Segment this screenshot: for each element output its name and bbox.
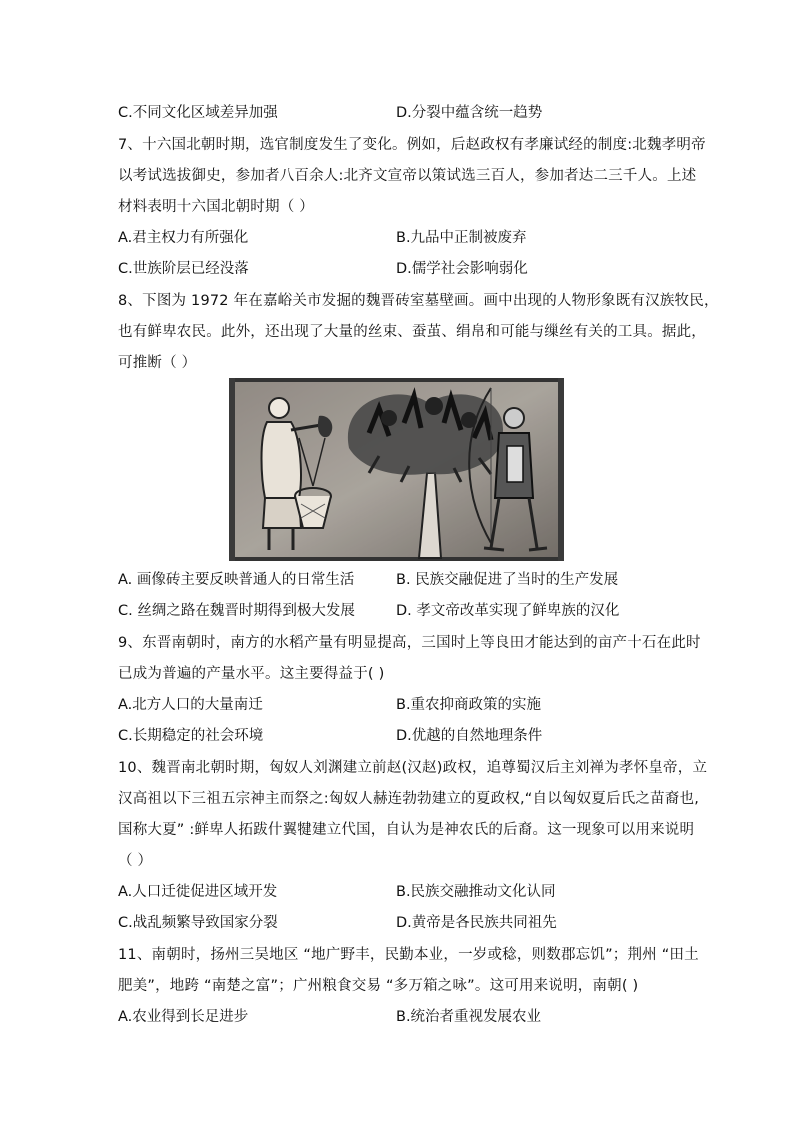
q11-option-a: A.农业得到长足进步 xyxy=(118,1009,249,1025)
q7-option-d: D.儒学社会影响弱化 xyxy=(396,261,528,277)
q8-stem-line-1: 8、下图为 1972 年在嘉峪关市发掘的魏晋砖室墓壁画。画中出现的人物形象既有汉族牧民， xyxy=(118,293,719,309)
q10-stem-line-4: （ ） xyxy=(118,853,153,869)
q11-stem-line-2: 肥美”，地跨 “南楚之富”；广州粮食交易 “多万箱之咏”。这可用来说明，南朝( ) xyxy=(118,978,639,994)
q10-stem-line-3: 国称大夏” :鲜卑人拓跋什翼犍建立代国，自认为是神农氏的后裔。这一现象可以用来说明 xyxy=(118,822,695,838)
q7-stem-line-3: 材料表明十六国北朝时期（ ） xyxy=(118,199,314,215)
q9-option-c: C.长期稳定的社会环境 xyxy=(118,728,264,744)
q10-option-a: A.人口迁徙促进区域开发 xyxy=(118,884,278,900)
q6-option-c: C.不同文化区域差异加强 xyxy=(118,105,278,121)
mural-illustration xyxy=(229,378,564,561)
mural-painting-image xyxy=(229,378,564,561)
q8-stem-line-3: 可推断（ ） xyxy=(118,355,197,371)
q10-option-b: B.民族交融推动文化认同 xyxy=(396,884,556,900)
q9-option-d: D.优越的自然地理条件 xyxy=(396,728,543,744)
q7-stem-line-2: 以考试选拔御史，参加者八百余人:北齐文宣帝以策试选三百人，参加者达二三千人。上述 xyxy=(118,168,697,184)
q8-option-c: C. 丝绸之路在魏晋时期得到极大发展 xyxy=(118,603,355,619)
q11-option-b: B.统治者重视发展农业 xyxy=(396,1009,542,1025)
q8-stem-line-2: 也有鲜卑农民。此外，还出现了大量的丝束、蚕茧、绢帛和可能与缫丝有关的工具。据此， xyxy=(118,324,706,340)
q7-option-c: C.世族阶层已经没落 xyxy=(118,261,249,277)
q8-option-b: B. 民族交融促进了当时的生产发展 xyxy=(396,572,619,588)
q9-option-b: B.重农抑商政策的实施 xyxy=(396,697,542,713)
q10-stem-line-2: 汉高祖以下三祖五宗神主而祭之:匈奴人赫连勃勃建立的夏政权,“自以匈奴夏后氏之苗裔也, xyxy=(118,791,700,807)
q9-stem-line-2: 已成为普遍的产量水平。这主要得益于( ) xyxy=(118,666,385,682)
q11-stem-line-1: 11、南朝时，扬州三吴地区 “地广野丰，民勤本业，一岁或稔，则数郡忘饥”；荆州 “田土 xyxy=(118,947,699,963)
q10-option-c: C.战乱频繁导致国家分裂 xyxy=(118,915,278,931)
q7-option-b: B.九品中正制被废弃 xyxy=(396,230,527,246)
q7-option-a: A.君主权力有所强化 xyxy=(118,230,249,246)
q10-stem-line-1: 10、魏晋南北朝时期，匈奴人刘渊建立前赵(汉赵)政权，追尊蜀汉后主刘禅为孝怀皇帝，立 xyxy=(118,760,708,776)
q8-option-d: D. 孝文帝改革实现了鲜卑族的汉化 xyxy=(396,603,620,619)
q8-option-a: A. 画像砖主要反映普通人的日常生活 xyxy=(118,572,355,588)
q6-option-d: D.分裂中蕴含统一趋势 xyxy=(396,105,543,121)
q10-option-d: D.黄帝是各民族共同祖先 xyxy=(396,915,557,931)
q9-option-a: A.北方人口的大量南迁 xyxy=(118,697,263,713)
q9-stem-line-1: 9、东晋南朝时，南方的水稻产量有明显提高，三国时上等良田才能达到的亩产十石在此时 xyxy=(118,635,701,651)
q7-stem-line-1: 7、十六国北朝时期，选官制度发生了变化。例如，后赵政权有孝廉试经的制度:北魏孝明帝 xyxy=(118,137,706,153)
